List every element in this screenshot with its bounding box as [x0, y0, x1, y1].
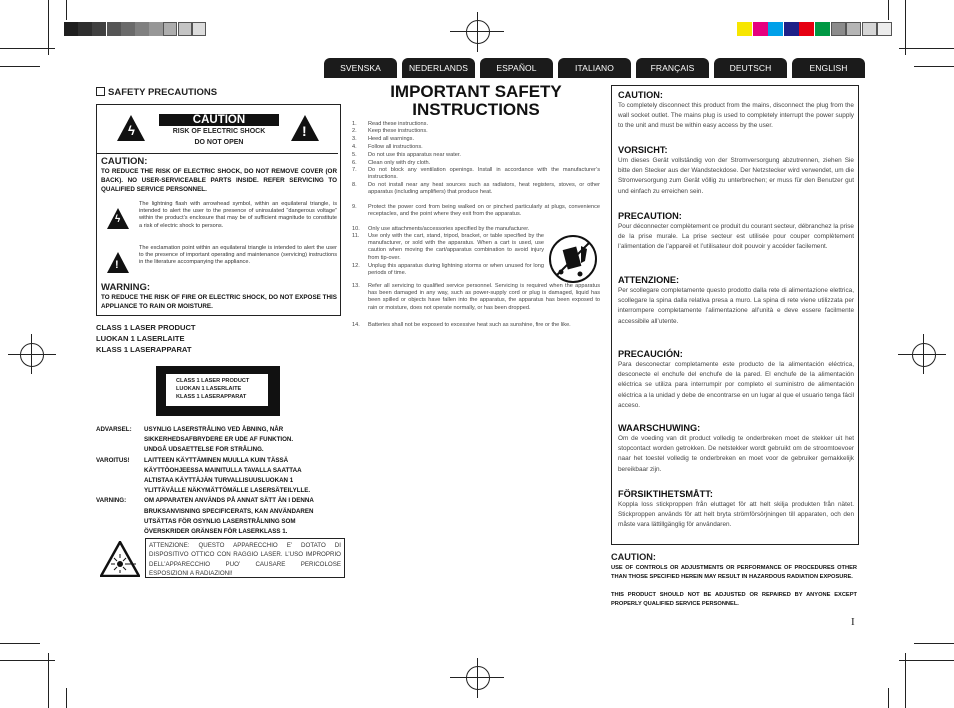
lightning-explanation: The lightning flash with arrowhead symbol, within an equilateral triangle, is intended to alert the user to the presence of uninsulated “dangerous voltage” within the product’s enclosure that may be of sufficient magnitude to constitute a risk of electric shock to persons.: [139, 201, 337, 229]
laser-radiation-icon: [100, 541, 140, 577]
laser-warning-line: OM APPARATEN ANVÄNDS PÅ ANNAT SÄTT ÄN I DENNA: [144, 497, 314, 505]
laser-class-label: [156, 366, 280, 416]
instruction-number: 9.: [352, 204, 357, 210]
language-tab: ENGLISH: [792, 58, 865, 78]
instruction-number: 2.: [352, 128, 357, 134]
grey-swatch: [163, 22, 177, 36]
laser-warning-line: USYNLIG LASERSTRÅLING VED ÅBNING, NÅR: [144, 426, 284, 433]
language-tab: NEDERLANDS: [402, 58, 475, 78]
laser-label-line-1: CLASS 1 LASER PRODUCT: [176, 378, 250, 384]
instruction-text: Batteries shall not be exposed to excessive heat such as sunshine, fire or the like.: [368, 322, 571, 328]
caution-en-text: To completely disconnect this product from the mains, disconnect the plug from the wall socket outlet. The mains plug is used to completely interrupt the power supply to the unit and must be within easy access by the user.: [618, 102, 854, 130]
safety-precautions-heading: [96, 87, 217, 98]
instruction-number: 6.: [352, 160, 357, 166]
color-swatch: [862, 22, 877, 36]
laser-warning-line: SIKKERHEDSAFBRYDERE ER UDE AF FUNKTION.: [144, 436, 294, 444]
instruction-text: Clean only with dry cloth.: [368, 160, 431, 166]
instruction-number: 3.: [352, 136, 357, 142]
laser-warning-line: ÖVERSKRIDER GRÄNSEN FÖR LASERKLASS 1.: [144, 528, 288, 535]
laser-warning-line: UTSÄTTAS FÖR OSYNLIG LASERSTRÅLNING SOM: [144, 517, 296, 525]
laser-warning-line: ALTISTAA KÄYTTÄJÄN TURVALLISUUSLUOKAN 1: [144, 477, 294, 484]
instruction-number: 10.: [352, 226, 360, 232]
do-not-open-text: DO NOT OPEN: [194, 139, 244, 146]
cart-tipover-icon: [547, 234, 599, 284]
bottom-caution-text-1: USE OF CONTROLS OR ADJUSTMENTS OR PERFORMANCE OF PROCEDURES OTHER THAN THOSE SPECIFIED HEREIN MAY RESULT IN HAZARDOUS RADIATION EXPOSURE.: [611, 565, 857, 581]
laser-warning-key: ADVARSEL:: [96, 426, 132, 433]
instruction-text: Keep these instructions.: [368, 128, 428, 134]
grey-swatch: [92, 22, 106, 36]
grey-swatch: [107, 22, 121, 36]
laser-warning-sv: [96, 496, 346, 537]
laser-label-line-3: KLASS 1 LASERAPPARAT: [176, 394, 247, 401]
warning-title: WARNING:: [101, 282, 151, 293]
color-swatch: [784, 22, 799, 36]
instruction-text: Refer all servicing to qualified service personnel. Servicing is required when the apparatus has been damaged in any way, such as power-supply cord or plug is damaged, liquid has been spilled or objects have fallen into the apparatus, the apparatus has been exposed to rain or moisture, does not operate normally, or has been dropped.: [368, 283, 600, 311]
laser-warning-line: BRUKSANVISNING SPECIFICERATS, KAN ANVÄNDAREN: [144, 507, 314, 515]
caution-de-text: Um dieses Gerät vollständig von der Stromversorgung abzutrennen, ziehen Sie bitte den Stecker aus der Wandsteckdose. Der Netzstecker wird verwendet, um die Stromversorgung zum Gerät völlig zu unterbrechen; er muss für den Benutzer gut und einfach zu erreichen sein.: [618, 157, 854, 195]
language-tab: ESPAÑOL: [480, 58, 553, 78]
grey-swatch: [149, 22, 163, 36]
bottom-caution-heading: CAUTION:: [611, 552, 656, 562]
caution-de-heading: VORSICHT:: [618, 145, 668, 155]
laser-warning-key: VARNING:: [96, 497, 127, 505]
instruction-text: Follow all instructions.: [368, 144, 423, 150]
grey-swatch: [64, 22, 78, 36]
instruction-number: 5.: [352, 152, 357, 158]
caution-text: TO REDUCE THE RISK OF ELECTRIC SHOCK, DO NOT REMOVE COVER (OR BACK). NO USER-SERVICEABLE PARTS INSIDE. REFER SERVICING TO QUALIFIED SERVICE PERSONNEL.: [101, 168, 337, 194]
instruction-text: Protect the power cord from being walked on or pinched particularly at plugs, convenience receptacles, and the point where they exit from the apparatus.: [368, 204, 600, 218]
caution-label: CAUTION: [159, 114, 279, 126]
safety-heading-text: SAFETY PRECAUTIONS: [108, 87, 218, 98]
color-swatch: [831, 22, 846, 36]
laser-warning-key: VAROITUS!: [96, 456, 130, 464]
grey-swatch: [135, 22, 149, 36]
instruction-number: 11.: [352, 233, 360, 239]
language-tab: DEUTSCH: [714, 58, 787, 78]
laser-warning-fi: [96, 456, 346, 497]
caution-en-heading: CAUTION:: [618, 90, 663, 100]
grey-swatch: [121, 22, 135, 36]
checkbox-icon: [96, 87, 105, 96]
page-title-line-2: INSTRUCTIONS: [412, 100, 540, 119]
instruction-text: Read these instructions.: [368, 121, 429, 127]
grey-swatch: [178, 22, 192, 36]
instruction-text: Use only with the cart, stand, tripod, bracket, or table specified by the manufacturer, or sold with the apparatus. When a cart is used, use caution when moving the cart/apparatus combination to avoid injury from tip-over.: [368, 233, 544, 261]
instruction-number: 8.: [352, 182, 357, 188]
instruction-text: Do not install near any heat sources such as radiators, heat registers, stoves, or other apparatus (including amplifiers) that produce heat.: [368, 182, 600, 196]
laser-class-fi: LUOKAN 1 LASERLAITE: [96, 333, 185, 343]
lightning-symbol-icon: ϟ: [115, 214, 121, 225]
language-tab: FRANÇAIS: [636, 58, 709, 78]
laser-warning-line: UNDGÅ UDSAETTELSE FOR STRÅLING.: [144, 446, 264, 454]
laser-warning-line: LAITTEEN KÄYTTÄMINEN MUULLA KUIN TÄSSÄ: [144, 456, 289, 464]
risk-shock-text: RISK OF ELECTRIC SHOCK: [172, 128, 266, 135]
page-title-line-1: IMPORTANT SAFETY: [390, 82, 562, 101]
instruction-number: 12.: [352, 263, 360, 269]
color-swatch: [877, 22, 892, 36]
page-title: [352, 83, 600, 119]
caution-label-panel: [97, 105, 338, 154]
color-swatch: [753, 22, 768, 36]
laser-warnings: [96, 425, 346, 537]
page-number: I: [851, 616, 855, 628]
color-swatch: [799, 22, 814, 36]
grey-swatch: [78, 22, 92, 36]
caution-fr-text: Pour déconnecter complètement ce produit du courant secteur, débranchez la prise de la prise murale. La prise secteur est utilisée pour couper complètement l’alimentation de l’appareil et l’utilisateur doit pouvoir y accéder facilement.: [618, 223, 854, 251]
caution-sv-heading: FÖRSIKTIHETSMÅTT:: [618, 489, 713, 499]
instruction-text: Do not block any ventilation openings. Install in accordance with the manufacturer’s instructions.: [368, 167, 600, 181]
grey-swatch: [192, 22, 206, 36]
caution-es-text: Para desconectar completamente este producto de la alimentación eléctrica, desconecte el enchufe del enchufe de la pared. El enchufe de la alimentación eléctrica se utiliza para interrumpir por completo el suministro de alimentación eléctrica a la unidad y debe de encontrarse en un lugar al que el usuario tenga fácil acceso.: [618, 361, 854, 409]
caution-title: CAUTION:: [101, 156, 148, 167]
instruction-text: Do not use this apparatus near water.: [368, 152, 461, 158]
instruction-number: 4.: [352, 144, 357, 150]
caution-sv-text: Koppla loss stickproppen från eluttaget för att helt skilja produkten från nätet. Stickproppen används för att helt bryta strömförsörjningen till apparaten, och den måste vara lättillgänglig för användaren.: [618, 501, 854, 529]
instruction-number: 7.: [352, 167, 357, 173]
color-swatch: [815, 22, 830, 36]
caution-nl-text: Om de voeding van dit product volledig te onderbreken moet de stekker uit het stopcontact worden getrokken. De netstekker wordt gebruikt om de stroomtoevoer naar het toestel volledig te onderbreken en moet voor de gebruiker gemakkelijk bereikbaar zijn.: [618, 435, 854, 473]
color-swatch: [846, 22, 861, 36]
laser-label-line-2: LUOKAN 1 LASERLAITE: [176, 386, 242, 393]
instruction-text: Only use attachments/accessories specified by the manufacturer.: [368, 226, 530, 232]
caution-fr-heading: PRECAUTION:: [618, 211, 682, 221]
caution-it-heading: ATTENZIONE:: [618, 275, 680, 285]
language-tab: ITALIANO: [558, 58, 631, 78]
exclamation-explanation: The exclamation point within an equilateral triangle is intended to alert the user to the presence of important operating and maintenance (servicing) instructions in the literature accompanying the appliance.: [139, 245, 337, 266]
exclamation-symbol-icon: !: [115, 259, 119, 271]
laser-warning-line: YLITTÄVÄLLE NÄKYMÄTTÖMÄLLE LASERSÄTEILYLLE.: [144, 487, 311, 495]
lightning-bolt-icon: ϟ: [128, 123, 135, 138]
instruction-number: 14.: [352, 322, 360, 328]
exclamation-mark-icon: !: [302, 123, 307, 139]
laser-warning-line: KÄYTTÖOHJEESSA MAINITULLA TAVALLA SAATTAA: [144, 466, 302, 474]
laser-class-list: [96, 323, 196, 355]
italian-laser-notice: ATTENZIONE: QUESTO APPARECCHIO E’ DOTATO DI DISPOSITIVO OTTICO CON RAGGIO LASER. L’USO IMPROPRIO DELL’APPARECCHIO PUO’ CAUSARE PERICOLOSE ESPOSIZIONI A RADIAZIONI!: [145, 538, 345, 578]
instruction-number: 13.: [352, 283, 360, 289]
laser-class-en: CLASS 1 LASER PRODUCT: [96, 323, 196, 332]
caution-nl-heading: WAARSCHUWING:: [618, 423, 701, 433]
language-tab: SVENSKA: [324, 58, 397, 78]
mains-caution-box: [611, 85, 859, 545]
laser-warning-da: [96, 425, 346, 456]
laser-class-sv: KLASS 1 LASERAPPARAT: [96, 344, 192, 354]
color-swatch: [768, 22, 783, 36]
instruction-number: 1.: [352, 121, 357, 127]
caution-es-heading: PRECAUCIÓN:: [618, 349, 683, 359]
caution-it-text: Per scollegare completamente questo prodotto dalla rete di alimentazione elettrica, scollegare la spina dalla relativa presa a muro. La spina di rete viene utilizzata per interrompere completamente l’alimentazione all’unità e deve essere facilmente accessibile all’utente.: [618, 287, 854, 325]
caution-box: [96, 104, 341, 316]
instruction-text: Unplug this apparatus during lightning storms or when unused for long periods of time.: [368, 263, 544, 277]
laser-label-inner: [166, 374, 268, 406]
warning-text: TO REDUCE THE RISK OF FIRE OR ELECTRIC SHOCK, DO NOT EXPOSE THIS APPLIANCE TO RAIN OR MOISTURE.: [101, 294, 337, 311]
bottom-caution-text-2: THIS PRODUCT SHOULD NOT BE ADJUSTED OR REPAIRED BY ANYONE EXCEPT PROPERLY QUALIFIED SERVICE PERSONNEL.: [611, 592, 857, 608]
color-swatch: [737, 22, 752, 36]
instruction-text: Heed all warnings.: [368, 136, 415, 142]
